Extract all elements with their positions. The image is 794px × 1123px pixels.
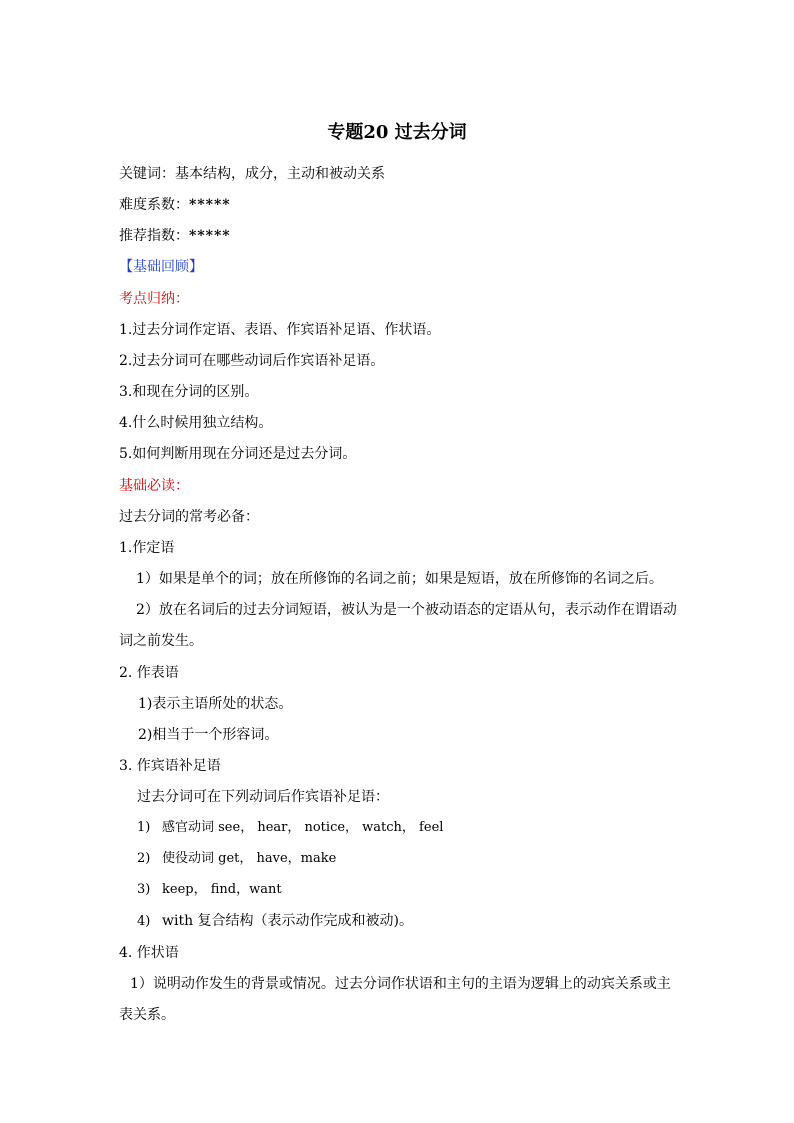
section-3-item [137, 818, 443, 838]
exam-point-item: 5.如何判断用现在分词还是过去分词。 [119, 446, 357, 462]
section-4-item: 1）说明动作发生的背景或情况。过去分词作状语和主句的主语为逻辑上的动宾关系或主 [130, 976, 671, 992]
section-3-item [137, 880, 282, 900]
basic-reading-heading: 基础必读： [119, 478, 189, 494]
item-number: 3) [137, 882, 151, 897]
section-3-intro: 过去分词可在下列动词后作宾语补足语： [137, 789, 389, 805]
section-3-item [137, 911, 413, 932]
item-number: 1) [137, 820, 151, 835]
item-number: 4) [137, 914, 151, 929]
item-number: 2) [137, 851, 151, 866]
difficulty-line [119, 195, 231, 215]
section-2-item: 1)表示主语所处的状态。 [138, 696, 293, 712]
item-text: keep， find，want [162, 882, 282, 897]
section-1-heading: 1.作定语 [119, 540, 175, 556]
section-2-item: 2)相当于一个形容词。 [138, 727, 279, 743]
section-1-item: 2）放在名词后的过去分词短语，被认为是一个被动语态的定语从句，表示动作在谓语动 [136, 602, 677, 618]
exam-point-item: 2.过去分词可在哪些动词后作宾语补足语。 [119, 353, 385, 369]
exam-point-item: 3.和现在分词的区别。 [119, 384, 259, 400]
item-text: 使役动词 get， have，make [162, 851, 337, 866]
recommend-label: 推荐指数： [119, 228, 189, 244]
recommend-stars: ***** [189, 228, 231, 244]
exam-point-item: 4.什么时候用独立结构。 [119, 415, 273, 431]
section-1-item-continued: 词之前发生。 [119, 633, 203, 649]
difficulty-stars: ***** [189, 197, 231, 213]
page-title: 专题20 过去分词 [327, 122, 467, 143]
section-3-heading: 3. 作宾语补足语 [119, 758, 221, 774]
section-1-item: 1）如果是单个的词；放在所修饰的名词之前；如果是短语，放在所修饰的名词之后。 [136, 571, 663, 587]
section-4-item-continued: 表关系。 [119, 1007, 175, 1023]
section-4-heading: 4. 作状语 [119, 945, 179, 961]
exam-point-item: 1.过去分词作定语、表语、作宾语补足语、作状语。 [119, 322, 441, 338]
exam-points-heading: 考点归纳： [119, 291, 189, 307]
section-basic-review: 【基础回顾】 [119, 259, 203, 275]
difficulty-label: 难度系数： [119, 197, 189, 213]
recommend-line [119, 226, 231, 246]
section-2-heading: 2. 作表语 [119, 665, 179, 681]
item-text: with 复合结构（表示动作完成和被动)。 [162, 913, 414, 929]
item-text: 感官动词 see， hear， notice， watch， feel [162, 820, 444, 835]
common-intro: 过去分词的常考必备： [119, 509, 259, 525]
keywords-line: 关键词：基本结构，成分，主动和被动关系 [119, 166, 385, 182]
section-3-item [137, 849, 336, 869]
